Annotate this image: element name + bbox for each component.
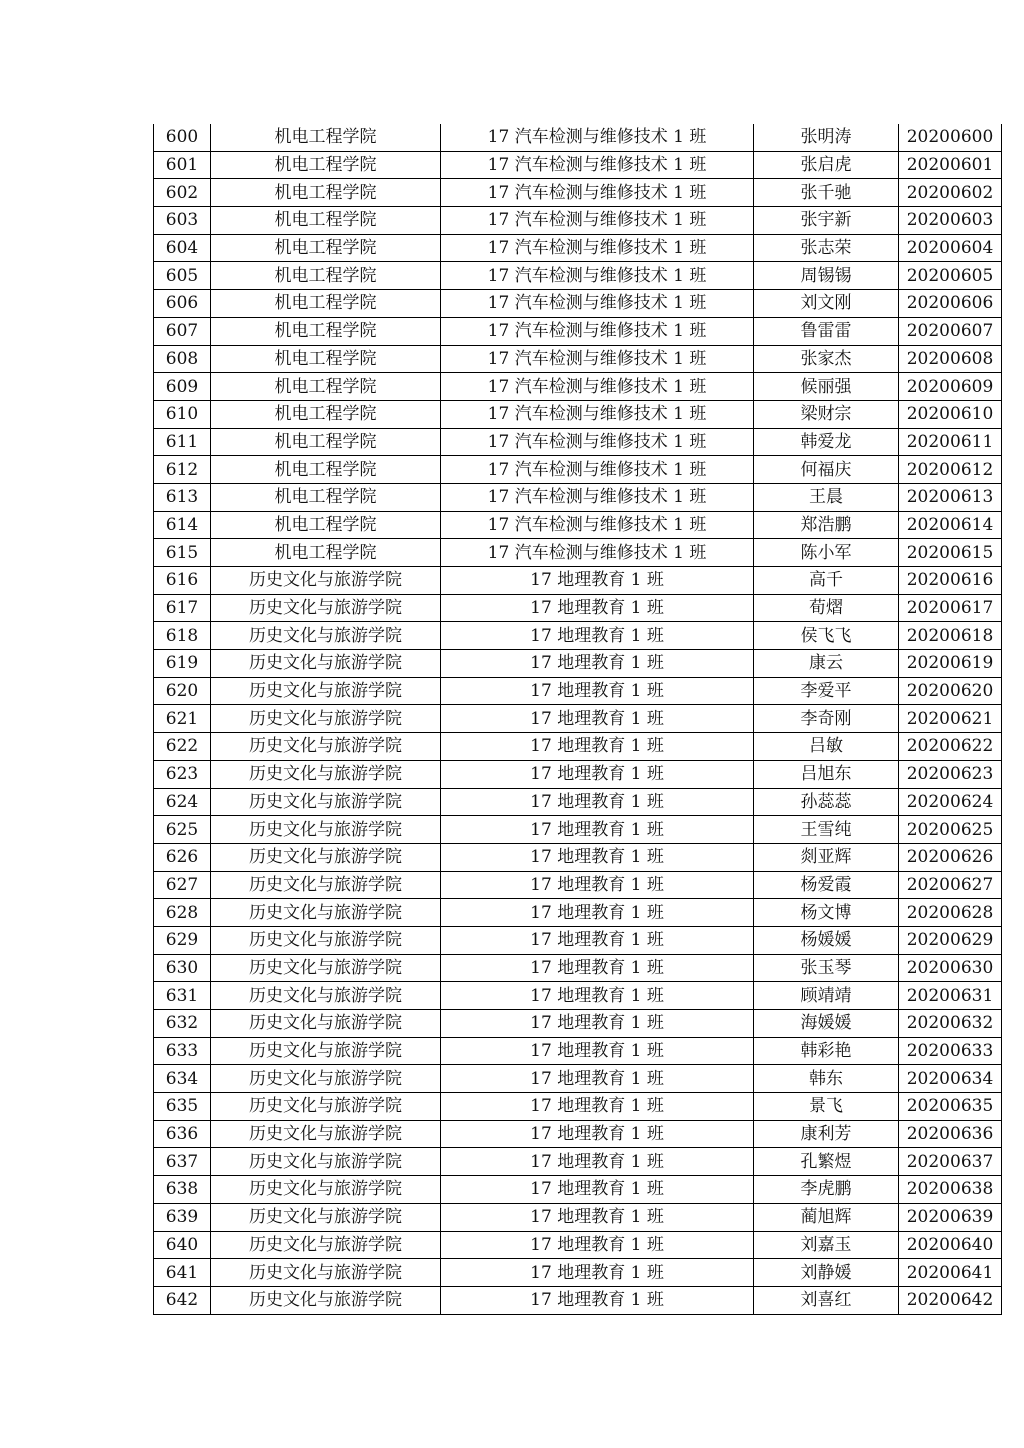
table-row	[154, 207, 1002, 235]
id-number-cell: 20200636	[899, 1120, 1002, 1148]
row-number-cell: 604	[154, 234, 211, 262]
class-cell: 17 地理教育 1 班	[441, 650, 754, 678]
id-number-cell: 20200631	[899, 982, 1002, 1010]
row-number-cell: 616	[154, 567, 211, 595]
id-number-cell: 20200608	[899, 345, 1002, 373]
college-cell: 历史文化与旅游学院	[211, 1286, 441, 1314]
college-cell: 历史文化与旅游学院	[211, 594, 441, 622]
class-cell: 17 汽车检测与维修技术 1 班	[441, 124, 754, 151]
table-row	[154, 345, 1002, 373]
row-number-cell: 614	[154, 511, 211, 539]
college-cell: 历史文化与旅游学院	[211, 1010, 441, 1038]
student-name-cell: 刘嘉玉	[754, 1231, 899, 1259]
college-cell: 历史文化与旅游学院	[211, 567, 441, 595]
row-number-cell: 640	[154, 1231, 211, 1259]
student-name-cell: 杨文博	[754, 899, 899, 927]
class-cell: 17 地理教育 1 班	[441, 816, 754, 844]
table-row	[154, 400, 1002, 428]
student-name-cell: 刘文刚	[754, 290, 899, 318]
class-cell: 17 地理教育 1 班	[441, 567, 754, 595]
row-number-cell: 606	[154, 290, 211, 318]
class-cell: 17 地理教育 1 班	[441, 1231, 754, 1259]
student-name-cell: 景飞	[754, 1093, 899, 1121]
student-name-cell: 李奇刚	[754, 705, 899, 733]
college-cell: 历史文化与旅游学院	[211, 982, 441, 1010]
id-number-cell: 20200627	[899, 871, 1002, 899]
id-number-cell: 20200624	[899, 788, 1002, 816]
id-number-cell: 20200601	[899, 151, 1002, 179]
student-name-cell: 海媛媛	[754, 1010, 899, 1038]
table-row	[154, 234, 1002, 262]
row-number-cell: 622	[154, 733, 211, 761]
student-name-cell: 蔺旭辉	[754, 1203, 899, 1231]
student-name-cell: 张启虎	[754, 151, 899, 179]
class-cell: 17 汽车检测与维修技术 1 班	[441, 179, 754, 207]
table-row	[154, 1286, 1002, 1314]
table-row	[154, 428, 1002, 456]
class-cell: 17 地理教育 1 班	[441, 843, 754, 871]
student-name-cell: 吕敏	[754, 733, 899, 761]
row-number-cell: 602	[154, 179, 211, 207]
college-cell: 机电工程学院	[211, 483, 441, 511]
student-name-cell: 孔繁煜	[754, 1148, 899, 1176]
student-name-cell: 吕旭东	[754, 760, 899, 788]
student-name-cell: 张明涛	[754, 124, 899, 151]
college-cell: 机电工程学院	[211, 317, 441, 345]
table-row	[154, 262, 1002, 290]
table-row	[154, 1148, 1002, 1176]
student-name-cell: 剡亚辉	[754, 843, 899, 871]
college-cell: 机电工程学院	[211, 373, 441, 401]
table-row	[154, 373, 1002, 401]
id-number-cell: 20200634	[899, 1065, 1002, 1093]
id-number-cell: 20200618	[899, 622, 1002, 650]
table-row	[154, 705, 1002, 733]
college-cell: 机电工程学院	[211, 539, 441, 567]
class-cell: 17 地理教育 1 班	[441, 1259, 754, 1287]
college-cell: 历史文化与旅游学院	[211, 677, 441, 705]
row-number-cell: 626	[154, 843, 211, 871]
row-number-cell: 621	[154, 705, 211, 733]
student-name-cell: 候丽强	[754, 373, 899, 401]
row-number-cell: 603	[154, 207, 211, 235]
id-number-cell: 20200635	[899, 1093, 1002, 1121]
student-list-table	[153, 124, 1002, 1315]
class-cell: 17 地理教育 1 班	[441, 871, 754, 899]
student-name-cell: 张千驰	[754, 179, 899, 207]
class-cell: 17 地理教育 1 班	[441, 1010, 754, 1038]
row-number-cell: 619	[154, 650, 211, 678]
id-number-cell: 20200633	[899, 1037, 1002, 1065]
row-number-cell: 632	[154, 1010, 211, 1038]
row-number-cell: 605	[154, 262, 211, 290]
class-cell: 17 汽车检测与维修技术 1 班	[441, 483, 754, 511]
college-cell: 历史文化与旅游学院	[211, 1231, 441, 1259]
student-name-cell: 高千	[754, 567, 899, 595]
class-cell: 17 地理教育 1 班	[441, 594, 754, 622]
student-name-cell: 周锡锡	[754, 262, 899, 290]
row-number-cell: 624	[154, 788, 211, 816]
table-body	[154, 124, 1002, 1314]
row-number-cell: 635	[154, 1093, 211, 1121]
row-number-cell: 600	[154, 124, 211, 151]
college-cell: 机电工程学院	[211, 345, 441, 373]
id-number-cell: 20200613	[899, 483, 1002, 511]
college-cell: 机电工程学院	[211, 124, 441, 151]
table-row	[154, 788, 1002, 816]
class-cell: 17 地理教育 1 班	[441, 1176, 754, 1204]
class-cell: 17 地理教育 1 班	[441, 1286, 754, 1314]
class-cell: 17 汽车检测与维修技术 1 班	[441, 151, 754, 179]
class-cell: 17 汽车检测与维修技术 1 班	[441, 345, 754, 373]
college-cell: 历史文化与旅游学院	[211, 954, 441, 982]
class-cell: 17 地理教育 1 班	[441, 1037, 754, 1065]
row-number-cell: 620	[154, 677, 211, 705]
college-cell: 历史文化与旅游学院	[211, 1037, 441, 1065]
id-number-cell: 20200630	[899, 954, 1002, 982]
table-row	[154, 539, 1002, 567]
table-row	[154, 954, 1002, 982]
college-cell: 历史文化与旅游学院	[211, 650, 441, 678]
table-row	[154, 179, 1002, 207]
row-number-cell: 607	[154, 317, 211, 345]
id-number-cell: 20200632	[899, 1010, 1002, 1038]
row-number-cell: 613	[154, 483, 211, 511]
table-row	[154, 124, 1002, 151]
student-name-cell: 王晨	[754, 483, 899, 511]
student-name-cell: 侯飞飞	[754, 622, 899, 650]
student-name-cell: 陈小军	[754, 539, 899, 567]
table-row	[154, 843, 1002, 871]
table-row	[154, 483, 1002, 511]
student-name-cell: 荀熠	[754, 594, 899, 622]
table-row	[154, 594, 1002, 622]
table-row	[154, 151, 1002, 179]
class-cell: 17 地理教育 1 班	[441, 705, 754, 733]
row-number-cell: 637	[154, 1148, 211, 1176]
id-number-cell: 20200621	[899, 705, 1002, 733]
row-number-cell: 611	[154, 428, 211, 456]
row-number-cell: 601	[154, 151, 211, 179]
id-number-cell: 20200611	[899, 428, 1002, 456]
table-row	[154, 1065, 1002, 1093]
row-number-cell: 633	[154, 1037, 211, 1065]
class-cell: 17 地理教育 1 班	[441, 1093, 754, 1121]
row-number-cell: 623	[154, 760, 211, 788]
class-cell: 17 汽车检测与维修技术 1 班	[441, 262, 754, 290]
row-number-cell: 642	[154, 1286, 211, 1314]
id-number-cell: 20200638	[899, 1176, 1002, 1204]
class-cell: 17 汽车检测与维修技术 1 班	[441, 400, 754, 428]
student-name-cell: 孙蕊蕊	[754, 788, 899, 816]
row-number-cell: 627	[154, 871, 211, 899]
id-number-cell: 20200605	[899, 262, 1002, 290]
college-cell: 机电工程学院	[211, 428, 441, 456]
college-cell: 历史文化与旅游学院	[211, 1259, 441, 1287]
id-number-cell: 20200607	[899, 317, 1002, 345]
table-row	[154, 1010, 1002, 1038]
college-cell: 历史文化与旅游学院	[211, 899, 441, 927]
id-number-cell: 20200602	[899, 179, 1002, 207]
student-name-cell: 杨爱霞	[754, 871, 899, 899]
class-cell: 17 汽车检测与维修技术 1 班	[441, 373, 754, 401]
class-cell: 17 汽车检测与维修技术 1 班	[441, 539, 754, 567]
table-row	[154, 511, 1002, 539]
student-name-cell: 刘喜红	[754, 1286, 899, 1314]
college-cell: 机电工程学院	[211, 511, 441, 539]
college-cell: 历史文化与旅游学院	[211, 622, 441, 650]
table-row	[154, 317, 1002, 345]
row-number-cell: 628	[154, 899, 211, 927]
class-cell: 17 地理教育 1 班	[441, 733, 754, 761]
student-name-cell: 韩爱龙	[754, 428, 899, 456]
row-number-cell: 608	[154, 345, 211, 373]
class-cell: 17 汽车检测与维修技术 1 班	[441, 207, 754, 235]
college-cell: 机电工程学院	[211, 179, 441, 207]
id-number-cell: 20200600	[899, 124, 1002, 151]
table-row	[154, 926, 1002, 954]
row-number-cell: 612	[154, 456, 211, 484]
college-cell: 历史文化与旅游学院	[211, 1120, 441, 1148]
college-cell: 机电工程学院	[211, 207, 441, 235]
student-name-cell: 张家杰	[754, 345, 899, 373]
college-cell: 历史文化与旅游学院	[211, 843, 441, 871]
table-row	[154, 650, 1002, 678]
id-number-cell: 20200616	[899, 567, 1002, 595]
id-number-cell: 20200610	[899, 400, 1002, 428]
college-cell: 历史文化与旅游学院	[211, 733, 441, 761]
college-cell: 机电工程学院	[211, 234, 441, 262]
id-number-cell: 20200642	[899, 1286, 1002, 1314]
id-number-cell: 20200614	[899, 511, 1002, 539]
row-number-cell: 617	[154, 594, 211, 622]
row-number-cell: 636	[154, 1120, 211, 1148]
row-number-cell: 625	[154, 816, 211, 844]
student-name-cell: 张宇新	[754, 207, 899, 235]
college-cell: 历史文化与旅游学院	[211, 788, 441, 816]
id-number-cell: 20200606	[899, 290, 1002, 318]
college-cell: 历史文化与旅游学院	[211, 1065, 441, 1093]
student-name-cell: 郑浩鹏	[754, 511, 899, 539]
class-cell: 17 地理教育 1 班	[441, 982, 754, 1010]
table-row	[154, 899, 1002, 927]
college-cell: 历史文化与旅游学院	[211, 1148, 441, 1176]
class-cell: 17 汽车检测与维修技术 1 班	[441, 511, 754, 539]
table-row	[154, 1176, 1002, 1204]
class-cell: 17 地理教育 1 班	[441, 622, 754, 650]
student-name-cell: 李虎鹏	[754, 1176, 899, 1204]
table-row	[154, 816, 1002, 844]
id-number-cell: 20200639	[899, 1203, 1002, 1231]
class-cell: 17 地理教育 1 班	[441, 899, 754, 927]
class-cell: 17 地理教育 1 班	[441, 677, 754, 705]
class-cell: 17 汽车检测与维修技术 1 班	[441, 317, 754, 345]
table-row	[154, 290, 1002, 318]
college-cell: 机电工程学院	[211, 456, 441, 484]
student-name-cell: 顾靖靖	[754, 982, 899, 1010]
table-row	[154, 567, 1002, 595]
id-number-cell: 20200603	[899, 207, 1002, 235]
college-cell: 历史文化与旅游学院	[211, 926, 441, 954]
student-name-cell: 张玉琴	[754, 954, 899, 982]
college-cell: 历史文化与旅游学院	[211, 1093, 441, 1121]
id-number-cell: 20200640	[899, 1231, 1002, 1259]
college-cell: 历史文化与旅游学院	[211, 760, 441, 788]
college-cell: 历史文化与旅游学院	[211, 871, 441, 899]
id-number-cell: 20200625	[899, 816, 1002, 844]
row-number-cell: 615	[154, 539, 211, 567]
student-name-cell: 韩东	[754, 1065, 899, 1093]
class-cell: 17 汽车检测与维修技术 1 班	[441, 290, 754, 318]
table-row	[154, 1231, 1002, 1259]
row-number-cell: 639	[154, 1203, 211, 1231]
table-row	[154, 456, 1002, 484]
row-number-cell: 610	[154, 400, 211, 428]
id-number-cell: 20200628	[899, 899, 1002, 927]
id-number-cell: 20200637	[899, 1148, 1002, 1176]
row-number-cell: 609	[154, 373, 211, 401]
id-number-cell: 20200617	[899, 594, 1002, 622]
row-number-cell: 618	[154, 622, 211, 650]
id-number-cell: 20200622	[899, 733, 1002, 761]
college-cell: 历史文化与旅游学院	[211, 705, 441, 733]
student-name-cell: 李爱平	[754, 677, 899, 705]
class-cell: 17 地理教育 1 班	[441, 788, 754, 816]
table-row	[154, 982, 1002, 1010]
student-name-cell: 杨媛媛	[754, 926, 899, 954]
table-row	[154, 622, 1002, 650]
college-cell: 历史文化与旅游学院	[211, 816, 441, 844]
class-cell: 17 地理教育 1 班	[441, 1120, 754, 1148]
student-name-cell: 王雪纯	[754, 816, 899, 844]
id-number-cell: 20200609	[899, 373, 1002, 401]
class-cell: 17 汽车检测与维修技术 1 班	[441, 456, 754, 484]
table-row	[154, 871, 1002, 899]
class-cell: 17 地理教育 1 班	[441, 1203, 754, 1231]
student-name-cell: 何福庆	[754, 456, 899, 484]
college-cell: 机电工程学院	[211, 400, 441, 428]
row-number-cell: 630	[154, 954, 211, 982]
id-number-cell: 20200629	[899, 926, 1002, 954]
student-name-cell: 康利芳	[754, 1120, 899, 1148]
table-row	[154, 1120, 1002, 1148]
id-number-cell: 20200620	[899, 677, 1002, 705]
class-cell: 17 地理教育 1 班	[441, 954, 754, 982]
table-row	[154, 760, 1002, 788]
student-name-cell: 韩彩艳	[754, 1037, 899, 1065]
id-number-cell: 20200619	[899, 650, 1002, 678]
row-number-cell: 641	[154, 1259, 211, 1287]
class-cell: 17 汽车检测与维修技术 1 班	[441, 234, 754, 262]
student-name-cell: 刘静媛	[754, 1259, 899, 1287]
class-cell: 17 地理教育 1 班	[441, 926, 754, 954]
row-number-cell: 638	[154, 1176, 211, 1204]
id-number-cell: 20200623	[899, 760, 1002, 788]
college-cell: 机电工程学院	[211, 290, 441, 318]
student-name-cell: 梁财宗	[754, 400, 899, 428]
id-number-cell: 20200615	[899, 539, 1002, 567]
class-cell: 17 汽车检测与维修技术 1 班	[441, 428, 754, 456]
id-number-cell: 20200612	[899, 456, 1002, 484]
student-name-cell: 康云	[754, 650, 899, 678]
id-number-cell: 20200604	[899, 234, 1002, 262]
table-row	[154, 1259, 1002, 1287]
college-cell: 历史文化与旅游学院	[211, 1176, 441, 1204]
row-number-cell: 629	[154, 926, 211, 954]
class-cell: 17 地理教育 1 班	[441, 760, 754, 788]
table-row	[154, 1203, 1002, 1231]
table-row	[154, 733, 1002, 761]
student-name-cell: 鲁雷雷	[754, 317, 899, 345]
row-number-cell: 631	[154, 982, 211, 1010]
college-cell: 机电工程学院	[211, 151, 441, 179]
class-cell: 17 地理教育 1 班	[441, 1065, 754, 1093]
id-number-cell: 20200641	[899, 1259, 1002, 1287]
table-row	[154, 677, 1002, 705]
student-name-cell: 张志荣	[754, 234, 899, 262]
table-row	[154, 1037, 1002, 1065]
row-number-cell: 634	[154, 1065, 211, 1093]
college-cell: 机电工程学院	[211, 262, 441, 290]
table-row	[154, 1093, 1002, 1121]
college-cell: 历史文化与旅游学院	[211, 1203, 441, 1231]
id-number-cell: 20200626	[899, 843, 1002, 871]
class-cell: 17 地理教育 1 班	[441, 1148, 754, 1176]
